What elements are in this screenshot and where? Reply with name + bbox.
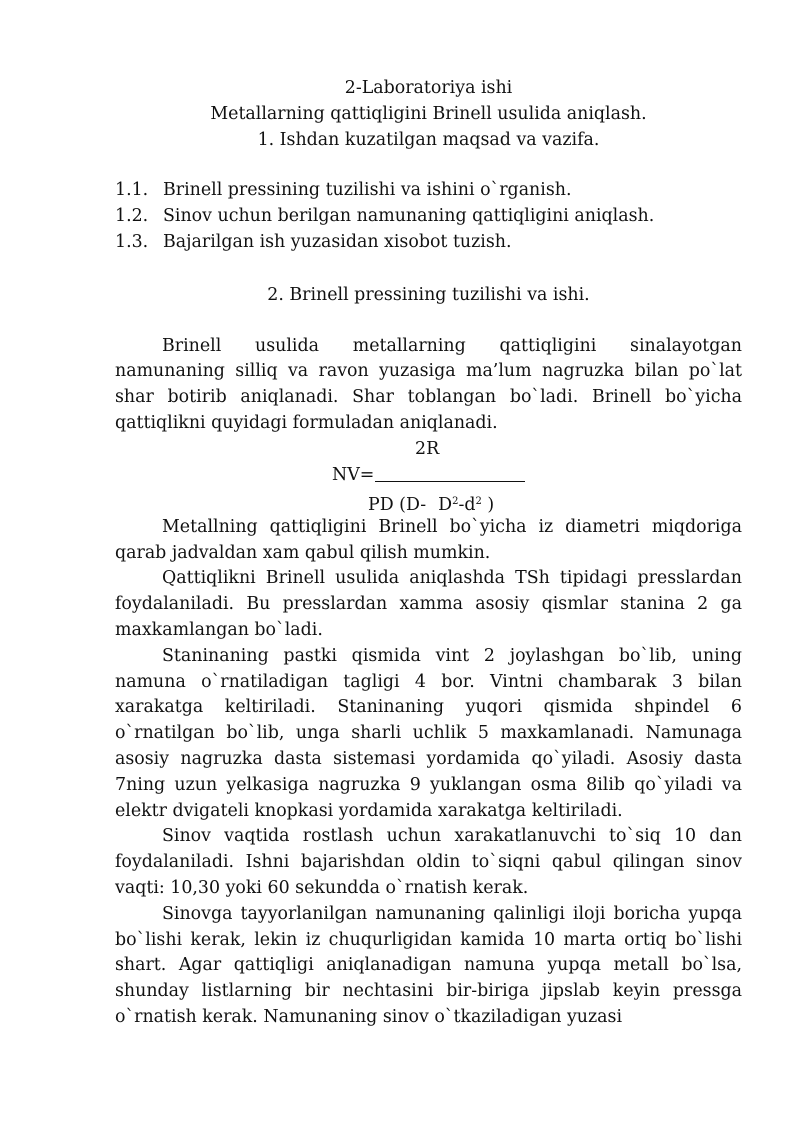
formula-lhs: NV= <box>332 464 375 485</box>
list-item <box>115 204 742 230</box>
brinell-formula <box>115 437 742 515</box>
list-item <box>115 178 742 204</box>
denominator-part: -d <box>458 494 476 515</box>
list-item-text: Bajarilgan ish yuzasidan xisobot tuzish. <box>163 231 512 252</box>
exponent: 2 <box>452 495 459 507</box>
formula-denominator <box>368 489 494 519</box>
denominator-part: PD (D- <box>368 494 427 515</box>
exponent: 2 <box>475 495 482 507</box>
fraction-line <box>375 481 525 482</box>
denominator-part: D <box>438 494 453 515</box>
list-item-number: 1.1. <box>115 180 149 201</box>
task-list <box>115 178 742 255</box>
body-paragraph: Sinovga tayyorlanilgan namunaning qalinligi iloji boricha yupqa bo`lishi kerak, lekin iz chuqurligidan kamida 10 marta ortiq bo`lishi shart. Agar qattiqligi aniqlanadigan namuna yupqa metall bo`lsa, shunday listlarning bir nechtasini bir-biriga jipslab keyin pressga o`rnatish kerak. Namunaning sinov o`tkaziladigan yuzasi <box>115 903 742 1027</box>
list-item <box>115 230 742 256</box>
body-paragraph: Metallning qattiqligini Brinell bo`yicha iz diametri miqdoriga qarab jadvaldan xam qabul qilish mumkin. <box>115 516 742 563</box>
formula-numerator: 2R <box>415 438 440 459</box>
list-item-text: Sinov uchun berilgan namunaning qattiqligini aniqlash. <box>163 206 655 227</box>
lab-subtitle: Metallarning qattiqligini Brinell usulida aniqlash. <box>210 103 647 124</box>
intro-paragraph: Brinell usulida metallarning qattiqligini sinalayotgan namunaning silliq va ravon yuzasiga ma’lum nagruzka bilan po`lat shar botirib aniqlanadi. Shar toblangan bo`ladi. Brinell bo`yicha qattiqlikni quyidagi formuladan aniqlanadi. <box>115 335 742 433</box>
list-item-number: 1.2. <box>115 206 149 227</box>
lab-title: 2-Laboratoriya ishi <box>344 78 513 98</box>
document-page <box>115 76 742 1031</box>
list-item-number: 1.3. <box>115 231 149 252</box>
body-paragraph: Sinov vaqtida rostlash uchun xarakatlanuvchi to`siq 10 dan foydalaniladi. Ishni bajarishdan oldin to`siqni qabul qilingan sinov vaqti: 10,30 yoki 60 sekundda o`rnatish kerak. <box>115 826 742 898</box>
body-paragraph: Staninaning pastki qismida vint 2 joylashgan bo`lib, uning namuna o`rnatiladigan tagligi 4 bor. Vintni chambarak 3 bilan xarakatga keltiriladi. Staninaning yuqori qismida shpindel 6 o`rnatilgan bo`lib, unga sharli uchlik 5 maxkamlanadi. Namunaga asosiy nagruzka dasta sistemasi yordamida qo`yiladi. Asosiy dasta 7ning uzun yelkasiga nagruzka 9 yuklangan osma 8ilib qo`yiladi va elektr dvigateli knopkasi yordamida xarakatga keltiriladi. <box>115 645 742 821</box>
section-2-heading: 2. Brinell pressining tuzilishi va ishi. <box>267 284 590 305</box>
body-paragraph: Qattiqlikni Brinell usulida aniqlashda TSh tipidagi presslardan foydalaniladi. Bu presslardan xamma asosiy qismlar stanina 2 ga maxkamlangan bo`ladi. <box>115 568 742 640</box>
section-1-heading: 1. Ishdan kuzatilgan maqsad va vazifa. <box>257 129 600 150</box>
list-item-text: Brinell pressining tuzilishi va ishini o`rganish. <box>163 180 572 201</box>
denominator-part: ) <box>487 494 495 515</box>
